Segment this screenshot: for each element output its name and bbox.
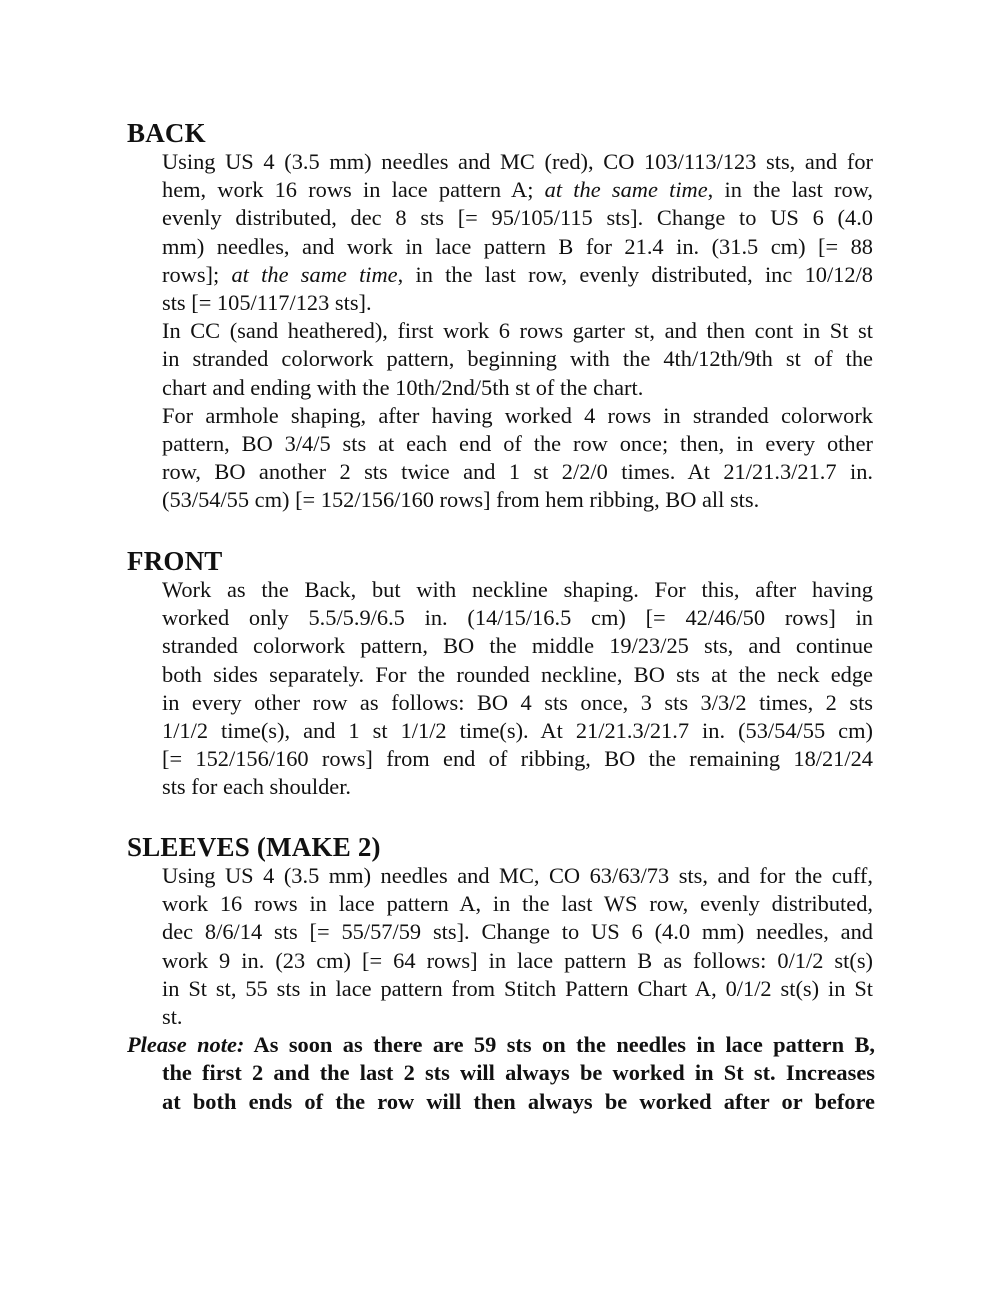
text-line: st. xyxy=(162,1003,183,1029)
text-line: For armhole shaping, after having worked 4 rows in stranded colorwork xyxy=(162,402,873,428)
text-line: sts for each shoulder. xyxy=(162,774,352,800)
section-front xyxy=(127,546,875,802)
text-line: Using US 4 (3.5 mm) needles and MC (red), CO 103/113/123 sts, and for xyxy=(162,149,873,174)
text-line: in St st, 55 sts in lace pattern from Stitch Pattern Chart A, 0/1/2 st(s) in St xyxy=(162,975,873,1001)
front-paragraph xyxy=(162,576,873,802)
text-line: [= 152/156/160 rows] from end of ribbing, BO the remaining 18/21/24 xyxy=(162,746,873,772)
section-heading-back: BACK xyxy=(127,118,206,148)
section-heading-sleeves: SLEEVES (MAKE 2) xyxy=(127,832,381,862)
text-line: work 9 in. (23 cm) [= 64 rows] in lace pattern B as follows: 0/1/2 st(s) xyxy=(162,947,873,973)
text-line: evenly distributed, dec 8 sts [= 95/105/115 sts]. Change to US 6 (4.0 xyxy=(162,205,873,231)
text-line: sts [= 105/117/123 sts]. xyxy=(162,289,372,315)
text-line: row, BO another 2 sts twice and 1 st 2/2/0 times. At 21/21.3/21.7 in. xyxy=(162,459,873,485)
text-line: mm) needles, and work in lace pattern B for 21.4 in. (31.5 cm) [= 88 xyxy=(162,233,873,259)
text-line: rows]; at the same time, in the last row, evenly distributed, inc 10/12/8 xyxy=(162,261,873,287)
text-line: chart and ending with the 10th/2nd/5th st of the chart. xyxy=(162,374,644,400)
text-line: both sides separately. For the rounded neckline, BO sts at the neck edge xyxy=(162,661,873,687)
section-sleeves xyxy=(127,832,875,1116)
section-heading-front: FRONT xyxy=(127,546,223,576)
text-line: dec 8/6/14 sts [= 55/57/59 sts]. Change to US 6 (4.0 mm) needles, and xyxy=(162,919,873,945)
note-line: Please note: As soon as there are 59 sts on the needles in lace pattern B, xyxy=(127,1032,875,1058)
text-line: stranded colorwork pattern, BO the middle 19/23/25 sts, and continue xyxy=(162,633,873,659)
note-line: at both ends of the row will then always be worked after or before xyxy=(162,1088,875,1114)
text-line: (53/54/55 cm) [= 152/156/160 rows] from hem ribbing, BO all sts. xyxy=(162,487,760,513)
text-line: in stranded colorwork pattern, beginning with the 4th/12th/9th st of the xyxy=(162,346,873,372)
section-back xyxy=(127,118,875,514)
emphasis-text: at the same time xyxy=(231,261,398,287)
text-line: In CC (sand heathered), first work 6 rows garter st, and then cont in St st xyxy=(162,318,873,344)
note-label: Please note: xyxy=(127,1032,245,1058)
text-line: worked only 5.5/5.9/6.5 in. (14/15/16.5 cm) [= 42/46/50 rows] in xyxy=(162,605,873,631)
text-line: work 16 rows in lace pattern A, in the last WS row, evenly distributed, xyxy=(162,891,873,917)
please-note-block xyxy=(127,1031,875,1116)
sleeves-paragraph xyxy=(162,862,873,1031)
text-line: Work as the Back, but with neckline shaping. For this, after having xyxy=(162,577,873,602)
text-line: hem, work 16 rows in lace pattern A; at the same time, in the last row, xyxy=(162,177,873,203)
text-line: 1/1/2 time(s), and 1 st 1/1/2 time(s). At 21/21.3/21.7 in. (53/54/55 cm) xyxy=(162,717,873,743)
text-line: pattern, BO 3/4/5 sts at each end of the row once; then, in every other xyxy=(162,430,873,456)
note-line: the first 2 and the last 2 sts will always be worked in St st. Increases xyxy=(162,1060,875,1086)
text-line: in every other row as follows: BO 4 sts once, 3 sts 3/3/2 times, 2 sts xyxy=(162,689,873,715)
back-paragraph xyxy=(162,148,873,514)
text-line: Using US 4 (3.5 mm) needles and MC, CO 63/63/73 sts, and for the cuff, xyxy=(162,863,873,888)
emphasis-text: at the same time xyxy=(544,177,708,203)
